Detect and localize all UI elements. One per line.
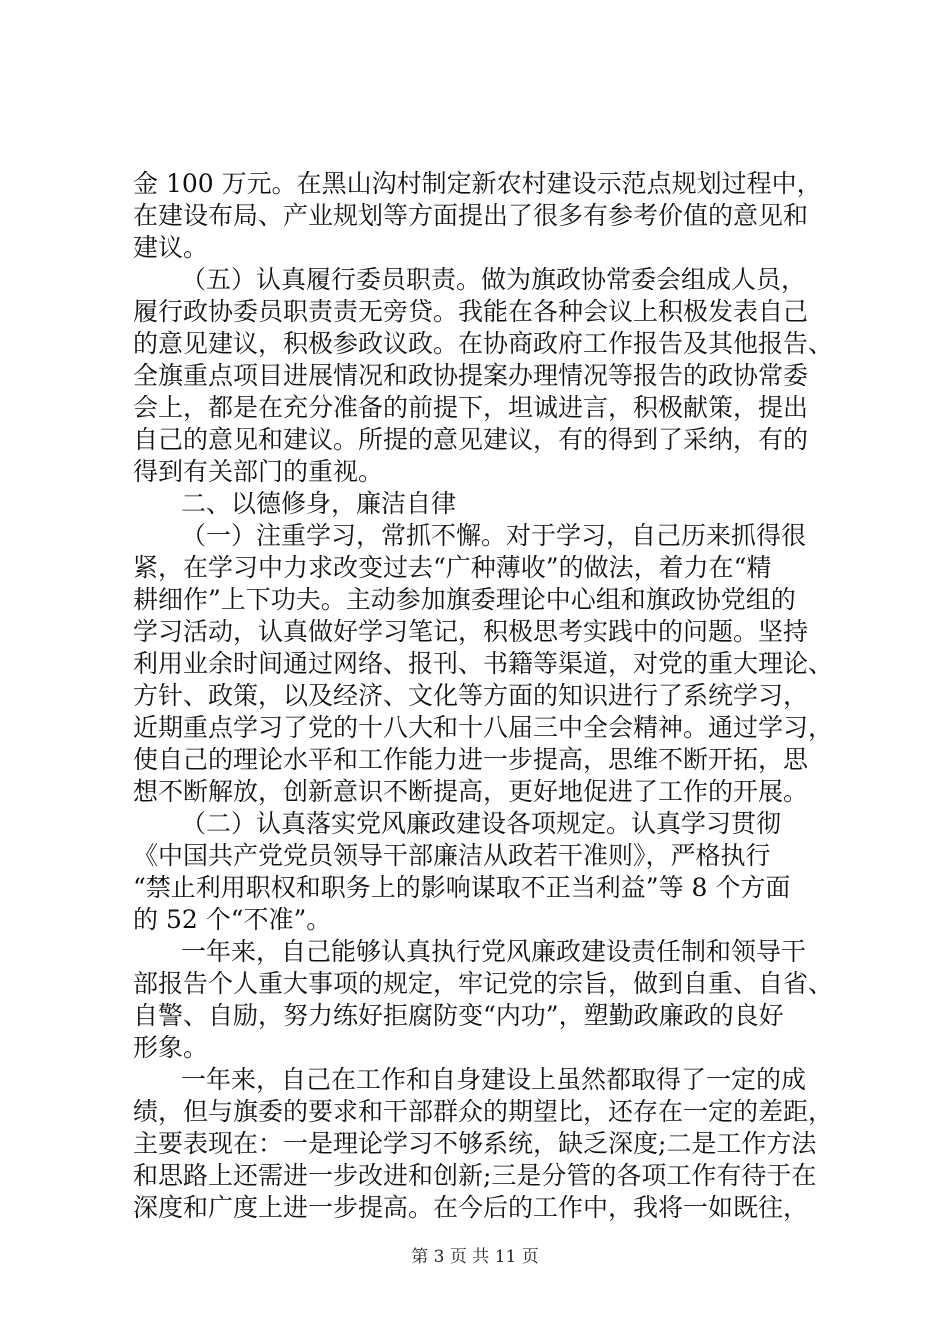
text-line: 学习活动，认真做好学习笔记，积极思考实践中的问题。坚持 (133, 617, 809, 646)
text-line: 建议。 (133, 233, 209, 262)
text-line: 的意见建议，积极参政议政。在协商政府工作报告及其他报告、 (133, 329, 834, 358)
text-line: 一年来，自己在工作和自身建设上虽然都取得了一定的成 (181, 1065, 807, 1094)
text-line: 一年来，自己能够认真执行党风廉政建设责任制和领导干 (181, 937, 807, 966)
text-line: 耕细作”上下功夫。主动参加旗委理论中心组和旗政协党组的 (133, 585, 796, 614)
text-line: 全旗重点项目进展情况和政协提案办理情况等报告的政协常委 (133, 361, 809, 390)
text-line: 方针、政策，以及经济、文化等方面的知识进行了系统学习， (133, 681, 809, 710)
text-line: 部报告个人重大事项的规定，牢记党的宗旨，做到自重、自省、 (133, 969, 834, 998)
text-line: （二）认真落实党风廉政建设各项规定。认真学习贯彻 (181, 809, 782, 838)
text-line: 利用业余时间通过网络、报刊、书籍等渠道，对党的重大理论、 (133, 649, 834, 678)
text-line: 形象。 (133, 1033, 209, 1062)
text-line: 二、以德修身，廉洁自律 (181, 489, 457, 518)
text-line: 金 100 万元。在黑山沟村制定新农村建设示范点规划过程中， (133, 169, 822, 198)
text-line: 会上，都是在充分准备的前提下，坦诚进言，积极献策，提出 (133, 393, 809, 422)
document-body (133, 168, 833, 1224)
text-line: 在建设布局、产业规划等方面提出了很多有参考价值的意见和 (133, 201, 809, 230)
text-line: （一）注重学习，常抓不懈。对于学习，自己历来抓得很 (181, 521, 807, 550)
text-line: 紧，在学习中力求改变过去“广种薄收”的做法，着力在“精 (133, 553, 772, 582)
text-line: 《中国共产党党员领导干部廉洁从政若干准则》，严格执行 (133, 841, 771, 870)
text-line: 近期重点学习了党的十八大和十八届三中全会精神。通过学习， (133, 713, 834, 742)
text-line: 想不断解放，创新意识不断提高，更好地促进了工作的开展。 (133, 777, 809, 806)
text-line: 绩，但与旗委的要求和干部群众的期望比，还存在一定的差距， (133, 1097, 834, 1126)
text-line: 得到有关部门的重视。 (133, 457, 384, 486)
text-line: 履行政协委员职责责无旁贷。我能在各种会议上积极发表自己 (133, 297, 809, 326)
text-line: 深度和广度上进一步提高。在今后的工作中，我将一如既往， (133, 1193, 809, 1222)
text-line: 的 52 个“不准”。 (133, 905, 332, 934)
text-line: （五）认真履行委员职责。做为旗政协常委会组成人员， (181, 265, 807, 294)
text-line: “禁止利用职权和职务上的影响谋取不正当利益”等 8 个方面 (133, 873, 791, 902)
page-footer: 第 3 页 共 11 页 (411, 1247, 539, 1267)
text-line: 主要表现在：一是理论学习不够系统，缺乏深度;二是工作方法 (133, 1129, 817, 1158)
text-line: 和思路上还需进一步改进和创新;三是分管的各项工作有待于在 (133, 1161, 817, 1190)
text-line: 自警、自励，努力练好拒腐防变“内功”，塑勤政廉政的良好 (133, 1001, 784, 1030)
text-line: 自己的意见和建议。所提的意见建议，有的得到了采纳，有的 (133, 425, 809, 454)
text-line: 使自己的理论水平和工作能力进一步提高，思维不断开拓，思 (133, 745, 809, 774)
